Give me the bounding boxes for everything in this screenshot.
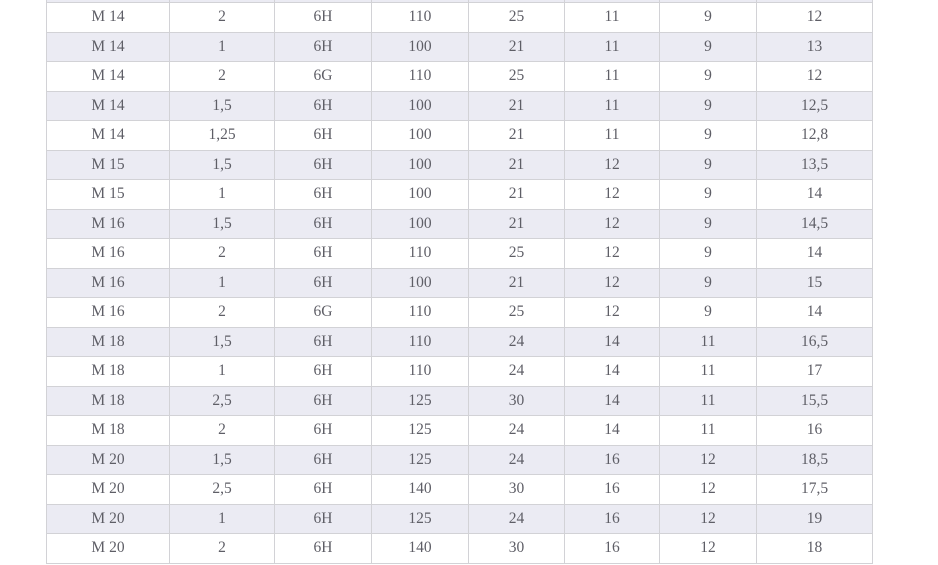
table-cell: 9 [660, 151, 756, 180]
table-cell: 6H [275, 269, 371, 298]
table-cell: 16 [565, 475, 659, 504]
table-cell: 14 [565, 328, 659, 357]
table-cell: 21 [469, 180, 564, 209]
table-cell: 9 [660, 269, 756, 298]
clipped-row-cell [469, 0, 564, 2]
table-cell: M 18 [47, 357, 169, 386]
table-cell: 12 [660, 475, 756, 504]
table-cell: 110 [372, 62, 468, 91]
table-cell: 6H [275, 328, 371, 357]
table-cell: 6H [275, 505, 371, 534]
table-cell: 100 [372, 180, 468, 209]
table-cell: 12 [565, 298, 659, 327]
table-cell: 9 [660, 3, 756, 32]
table-cell: 125 [372, 505, 468, 534]
table-cell: 14 [757, 298, 872, 327]
table-cell: 9 [660, 92, 756, 121]
table-cell: 30 [469, 534, 564, 563]
table-cell: 11 [565, 3, 659, 32]
table-cell: 2 [170, 3, 274, 32]
table-cell: M 14 [47, 3, 169, 32]
table-cell: 6H [275, 33, 371, 62]
table-cell: 6H [275, 416, 371, 445]
table-cell: 6G [275, 298, 371, 327]
table-cell: 16 [757, 416, 872, 445]
table-cell: M 18 [47, 328, 169, 357]
table-cell: 16 [565, 505, 659, 534]
table-cell: 13,5 [757, 151, 872, 180]
table-cell: 140 [372, 534, 468, 563]
table-cell: 11 [565, 62, 659, 91]
table-cell: 9 [660, 62, 756, 91]
table-cell: 100 [372, 121, 468, 150]
table-cell: M 16 [47, 298, 169, 327]
table-cell: 11 [565, 121, 659, 150]
table-cell: M 14 [47, 33, 169, 62]
table-cell: 110 [372, 3, 468, 32]
table-cell: 6H [275, 446, 371, 475]
table-cell: 24 [469, 416, 564, 445]
table-cell: 2 [170, 62, 274, 91]
table-cell: 6G [275, 62, 371, 91]
table-cell: M 20 [47, 446, 169, 475]
table-cell: M 20 [47, 534, 169, 563]
table-cell: 25 [469, 62, 564, 91]
table-cell: 30 [469, 475, 564, 504]
table-cell: 21 [469, 210, 564, 239]
table-cell: 1 [170, 180, 274, 209]
table-cell: 100 [372, 210, 468, 239]
table-cell: 1,5 [170, 92, 274, 121]
table-cell: 15 [757, 269, 872, 298]
table-cell: M 14 [47, 62, 169, 91]
table-cell: 6H [275, 475, 371, 504]
table-cell: 2 [170, 416, 274, 445]
table-cell: 21 [469, 33, 564, 62]
table-cell: 19 [757, 505, 872, 534]
table-cell: 14 [757, 239, 872, 268]
table-cell: 100 [372, 33, 468, 62]
table-cell: 12 [565, 269, 659, 298]
table-cell: 21 [469, 92, 564, 121]
table-cell: 13 [757, 33, 872, 62]
table-cell: 12 [757, 62, 872, 91]
table-cell: 14 [565, 357, 659, 386]
table-cell: 2,5 [170, 387, 274, 416]
table-cell: 2 [170, 534, 274, 563]
table-cell: 140 [372, 475, 468, 504]
table-cell: 21 [469, 269, 564, 298]
table-cell: 12 [565, 180, 659, 209]
table-cell: 11 [565, 92, 659, 121]
table-cell: 15,5 [757, 387, 872, 416]
table-cell: 6H [275, 387, 371, 416]
table-cell: 125 [372, 416, 468, 445]
clipped-row-cell [47, 0, 169, 2]
table-cell: 30 [469, 387, 564, 416]
table-cell: 100 [372, 151, 468, 180]
table-cell: 21 [469, 121, 564, 150]
table-cell: 9 [660, 210, 756, 239]
table-cell: 1 [170, 33, 274, 62]
table-cell: 110 [372, 298, 468, 327]
clipped-row-cell [757, 0, 872, 2]
table-cell: 14 [757, 180, 872, 209]
table-cell: 12 [565, 239, 659, 268]
table-cell: M 18 [47, 416, 169, 445]
table-cell: M 16 [47, 210, 169, 239]
table-cell: 110 [372, 357, 468, 386]
table-cell: 1,5 [170, 151, 274, 180]
table-cell: 24 [469, 357, 564, 386]
table-cell: M 14 [47, 92, 169, 121]
clipped-row-cell [660, 0, 756, 2]
table-cell: 6H [275, 534, 371, 563]
table-cell: 6H [275, 239, 371, 268]
table-cell: 1,5 [170, 328, 274, 357]
table-cell: 16,5 [757, 328, 872, 357]
table-cell: M 14 [47, 121, 169, 150]
table-cell: 11 [565, 33, 659, 62]
table-cell: M 15 [47, 180, 169, 209]
table-cell: 2,5 [170, 475, 274, 504]
table-cell: 1 [170, 269, 274, 298]
table-cell: 18,5 [757, 446, 872, 475]
table-cell: M 20 [47, 505, 169, 534]
table-cell: 14 [565, 416, 659, 445]
table-cell: 24 [469, 446, 564, 475]
table-cell: 9 [660, 180, 756, 209]
table-cell: 12 [565, 151, 659, 180]
table-cell: 125 [372, 446, 468, 475]
table-cell: 25 [469, 3, 564, 32]
table-cell: 6H [275, 180, 371, 209]
table-cell: 125 [372, 387, 468, 416]
table-cell: 9 [660, 33, 756, 62]
table-cell: 12 [660, 505, 756, 534]
table-cell: M 18 [47, 387, 169, 416]
clipped-row-cell [170, 0, 274, 2]
clipped-row-cell [372, 0, 468, 2]
table-cell: 6H [275, 151, 371, 180]
table-cell: 1,5 [170, 210, 274, 239]
table-cell: 21 [469, 151, 564, 180]
table-cell: 11 [660, 328, 756, 357]
table-cell: 2 [170, 239, 274, 268]
table-cell: 12,5 [757, 92, 872, 121]
table-cell: 6H [275, 121, 371, 150]
table-cell: 110 [372, 328, 468, 357]
table-cell: 1 [170, 357, 274, 386]
table-cell: 24 [469, 328, 564, 357]
table-cell: 17,5 [757, 475, 872, 504]
table-cell: 9 [660, 298, 756, 327]
table-cell: M 16 [47, 269, 169, 298]
table-cell: 11 [660, 357, 756, 386]
table-cell: 100 [372, 92, 468, 121]
table-cell: 12 [660, 446, 756, 475]
table-cell: 12 [757, 3, 872, 32]
table-cell: 16 [565, 446, 659, 475]
table-cell: 18 [757, 534, 872, 563]
table-cell: 100 [372, 269, 468, 298]
table-cell: 1,25 [170, 121, 274, 150]
table-cell: 110 [372, 239, 468, 268]
table-cell: 1 [170, 505, 274, 534]
table-cell: 14 [565, 387, 659, 416]
table-cell: M 20 [47, 475, 169, 504]
table-cell: 12 [660, 534, 756, 563]
table-cell: 6H [275, 210, 371, 239]
table-cell: 2 [170, 298, 274, 327]
table-cell: 12,8 [757, 121, 872, 150]
table-cell: 6H [275, 3, 371, 32]
table-cell: 9 [660, 121, 756, 150]
table-cell: 6H [275, 92, 371, 121]
table-cell: 16 [565, 534, 659, 563]
table-cell: M 15 [47, 151, 169, 180]
table-cell: 17 [757, 357, 872, 386]
clipped-row-cell [275, 0, 371, 2]
table-cell: 11 [660, 416, 756, 445]
table-cell: 9 [660, 239, 756, 268]
table-cell: 11 [660, 387, 756, 416]
table-cell: 1,5 [170, 446, 274, 475]
thread-dimensions-table [46, 0, 873, 564]
table-cell: 12 [565, 210, 659, 239]
clipped-row-cell [565, 0, 659, 2]
table-cell: 6H [275, 357, 371, 386]
table-cell: M 16 [47, 239, 169, 268]
table-cell: 24 [469, 505, 564, 534]
table-cell: 14,5 [757, 210, 872, 239]
table-cell: 25 [469, 239, 564, 268]
table-cell: 25 [469, 298, 564, 327]
